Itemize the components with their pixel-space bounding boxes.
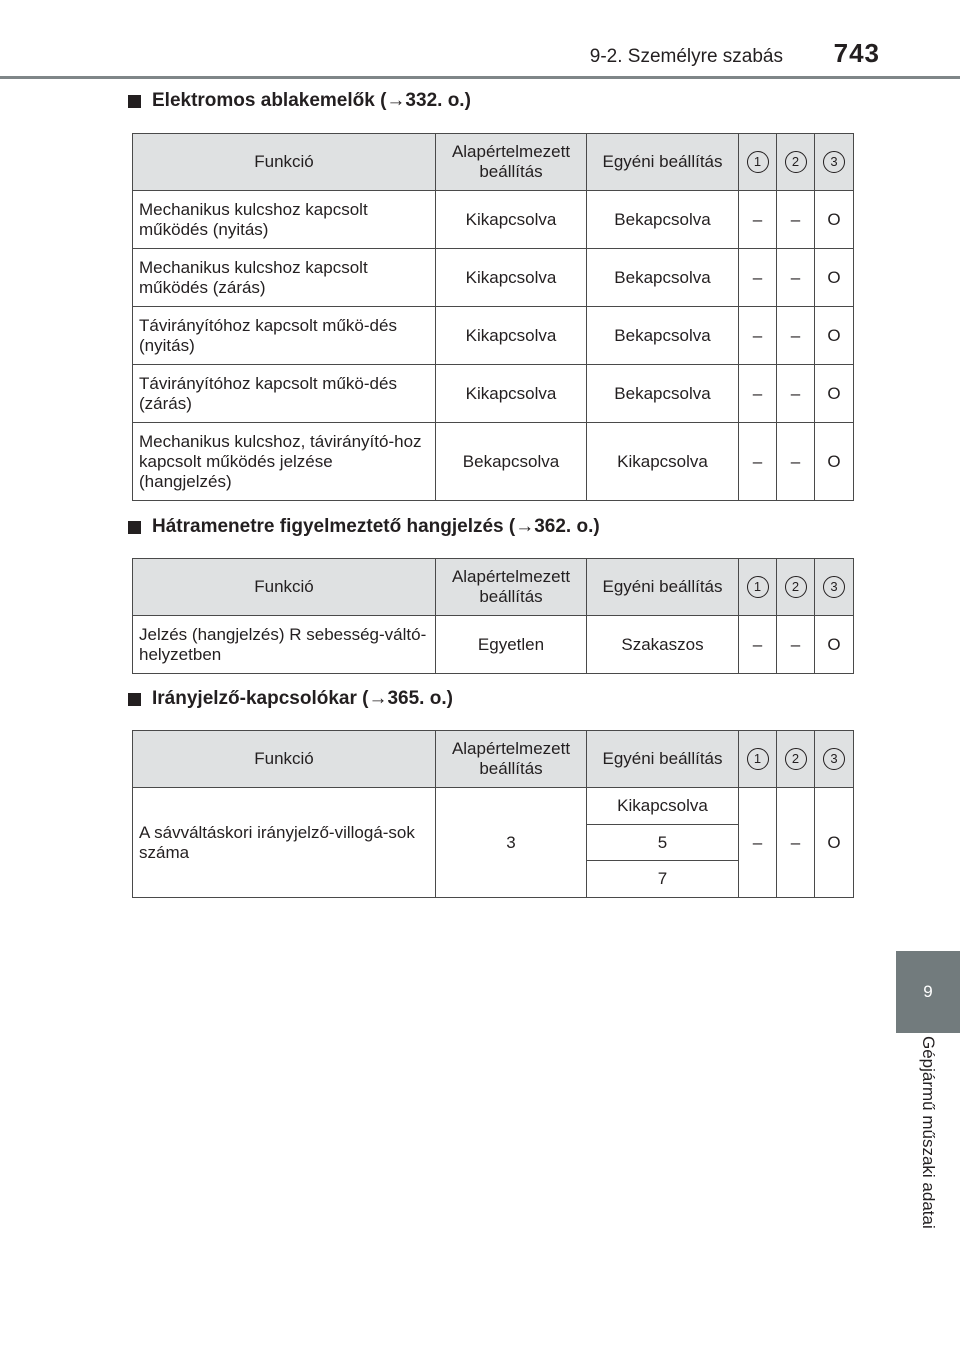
section-heading-power-windows bbox=[128, 90, 471, 112]
table-header-row bbox=[133, 134, 854, 191]
custom-cell: Kikapcsolva bbox=[587, 423, 739, 501]
reverse-buzzer-table bbox=[132, 558, 854, 674]
func-cell: Távirányítóhoz kapcsolt műkö-dés (zárás) bbox=[133, 365, 436, 423]
c2-cell: – bbox=[777, 788, 815, 898]
func-cell: Mechanikus kulcshoz kapcsolt működés (zárás) bbox=[133, 249, 436, 307]
table-row bbox=[133, 423, 854, 501]
section-heading-text: Irányjelző-kapcsolókar (→365. o.) bbox=[152, 688, 453, 709]
default-cell: Kikapcsolva bbox=[436, 249, 587, 307]
c2-cell: – bbox=[777, 365, 815, 423]
c1-cell: – bbox=[739, 365, 777, 423]
header-c2 bbox=[777, 559, 815, 616]
c3-cell: O bbox=[815, 423, 854, 501]
table-header-row bbox=[133, 731, 854, 788]
custom-cell: 7 bbox=[587, 861, 739, 898]
c1-cell: – bbox=[739, 423, 777, 501]
func-cell: Mechanikus kulcshoz kapcsolt működés (nyitás) bbox=[133, 191, 436, 249]
section-heading-text: Elektromos ablakemelők (→332. o.) bbox=[152, 90, 471, 111]
section-heading-reverse-buzzer bbox=[128, 516, 600, 538]
table-row bbox=[133, 249, 854, 307]
c2-cell: – bbox=[777, 191, 815, 249]
section-heading-turn-signal bbox=[128, 688, 453, 710]
custom-cell: 5 bbox=[587, 825, 739, 861]
custom-cell: Bekapcsolva bbox=[587, 249, 739, 307]
table-row bbox=[133, 191, 854, 249]
circled-2-icon: 2 bbox=[785, 748, 807, 770]
custom-cell: Bekapcsolva bbox=[587, 365, 739, 423]
header-default: Alapértelmezett beállítás bbox=[436, 559, 587, 616]
c2-cell: – bbox=[777, 249, 815, 307]
square-bullet-icon bbox=[128, 693, 141, 706]
c3-cell: O bbox=[815, 191, 854, 249]
c3-cell: O bbox=[815, 616, 854, 674]
default-cell: Kikapcsolva bbox=[436, 307, 587, 365]
table-row bbox=[133, 307, 854, 365]
square-bullet-icon bbox=[128, 95, 141, 108]
header-custom: Egyéni beállítás bbox=[587, 134, 739, 191]
header-default: Alapértelmezett beállítás bbox=[436, 134, 587, 191]
table-row bbox=[133, 616, 854, 674]
page-number: 743 bbox=[833, 38, 880, 68]
default-cell: 3 bbox=[436, 788, 587, 898]
circled-1-icon: 1 bbox=[747, 576, 769, 598]
section-title: 9-2. Személyre szabás bbox=[589, 46, 783, 67]
c3-cell: O bbox=[815, 307, 854, 365]
section-heading-text: Hátramenetre figyelmeztető hangjelzés (→362. o.) bbox=[152, 516, 600, 537]
func-cell: A sávváltáskori irányjelző-villogá-sok száma bbox=[133, 788, 436, 898]
default-cell: Kikapcsolva bbox=[436, 365, 587, 423]
header-custom: Egyéni beállítás bbox=[587, 559, 739, 616]
header-default: Alapértelmezett beállítás bbox=[436, 731, 587, 788]
header-c1 bbox=[739, 559, 777, 616]
c3-cell: O bbox=[815, 249, 854, 307]
header-c1 bbox=[739, 731, 777, 788]
power-windows-table bbox=[132, 133, 854, 501]
header-c3 bbox=[815, 731, 854, 788]
c1-cell: – bbox=[739, 788, 777, 898]
circled-1-icon: 1 bbox=[747, 151, 769, 173]
table-row bbox=[133, 788, 854, 825]
table-row bbox=[133, 365, 854, 423]
c3-cell: O bbox=[815, 788, 854, 898]
func-cell: Mechanikus kulcshoz, távirányító-hoz kapcsolt működés jelzése (hangjelzés) bbox=[133, 423, 436, 501]
custom-cell: Bekapcsolva bbox=[587, 191, 739, 249]
circled-3-icon: 3 bbox=[823, 151, 845, 173]
circled-2-icon: 2 bbox=[785, 151, 807, 173]
page-header bbox=[0, 0, 960, 80]
c1-cell: – bbox=[739, 307, 777, 365]
header-func: Funkció bbox=[133, 134, 436, 191]
c2-cell: – bbox=[777, 616, 815, 674]
circled-1-icon: 1 bbox=[747, 748, 769, 770]
func-cell: Jelzés (hangjelzés) R sebesség-váltó-helyzetben bbox=[133, 616, 436, 674]
custom-cell: Szakaszos bbox=[587, 616, 739, 674]
func-cell: Távirányítóhoz kapcsolt műkö-dés (nyitás) bbox=[133, 307, 436, 365]
header-func: Funkció bbox=[133, 731, 436, 788]
default-cell: Egyetlen bbox=[436, 616, 587, 674]
header-c3 bbox=[815, 559, 854, 616]
table-header-row bbox=[133, 559, 854, 616]
chapter-tab-number[interactable]: 9 bbox=[896, 951, 960, 1033]
circled-3-icon: 3 bbox=[823, 748, 845, 770]
header-c3 bbox=[815, 134, 854, 191]
chapter-tab-label-text: Gépjármű műszaki adatai bbox=[919, 1036, 938, 1229]
header-c2 bbox=[777, 731, 815, 788]
c1-cell: – bbox=[739, 249, 777, 307]
header-c2 bbox=[777, 134, 815, 191]
header-func: Funkció bbox=[133, 559, 436, 616]
custom-cell: Kikapcsolva bbox=[587, 788, 739, 825]
c2-cell: – bbox=[777, 307, 815, 365]
header-c1 bbox=[739, 134, 777, 191]
default-cell: Kikapcsolva bbox=[436, 191, 587, 249]
default-cell: Bekapcsolva bbox=[436, 423, 587, 501]
circled-3-icon: 3 bbox=[823, 576, 845, 598]
header-rule bbox=[0, 76, 960, 79]
circled-2-icon: 2 bbox=[785, 576, 807, 598]
c3-cell: O bbox=[815, 365, 854, 423]
square-bullet-icon bbox=[128, 521, 141, 534]
header-custom: Egyéni beállítás bbox=[587, 731, 739, 788]
custom-cell: Bekapcsolva bbox=[587, 307, 739, 365]
c1-cell: – bbox=[739, 616, 777, 674]
turn-signal-table bbox=[132, 730, 854, 898]
chapter-tab-label bbox=[896, 1036, 960, 1352]
c2-cell: – bbox=[777, 423, 815, 501]
c1-cell: – bbox=[739, 191, 777, 249]
